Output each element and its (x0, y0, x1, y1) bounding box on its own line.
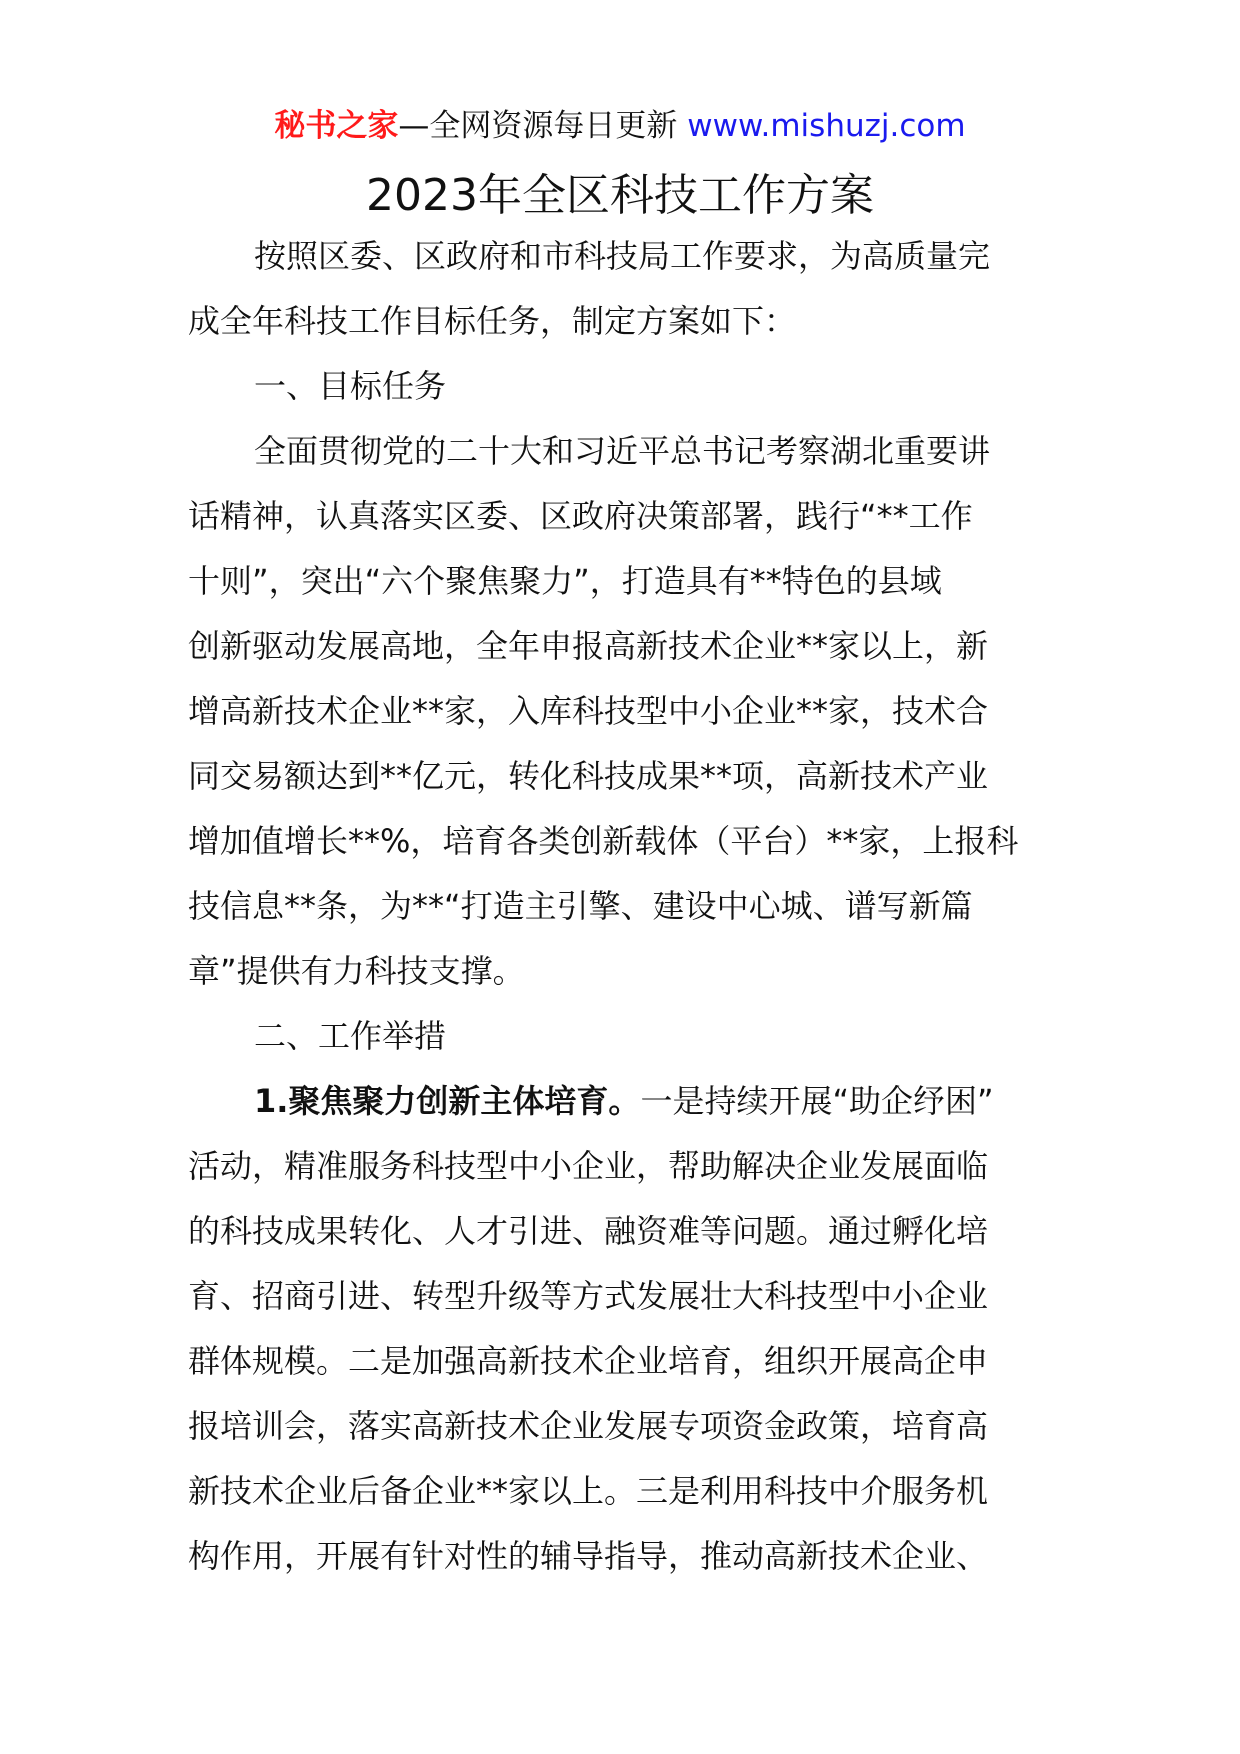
paragraph-line: 同交易额达到**亿元，转化科技成果**项，高新技术产业 (188, 757, 989, 795)
subsection-text: 一是持续开展“助企纾困” (640, 1082, 994, 1120)
paragraph-line: 增高新技术企业**家，入库科技型中小企业**家，技术合 (188, 692, 989, 730)
paragraph-line: 新技术企业后备企业**家以上。三是利用科技中介服务机 (188, 1472, 989, 1510)
paragraph-line: 群体规模。二是加强高新技术企业培育，组织开展高企申 (188, 1342, 989, 1380)
paragraph-line: 技信息**条，为**“打造主引擎、建设中心城、谱写新篇 (188, 887, 973, 925)
section-heading: 二、工作举措 (254, 1017, 447, 1055)
paragraph-line: 创新驱动发展高地，全年申报高新技术企业**家以上，新 (188, 627, 989, 665)
section-heading: 一、目标任务 (254, 367, 447, 405)
paragraph-line: 构作用，开展有针对性的辅导指导，推动高新技术企业、 (188, 1537, 989, 1575)
brand-name: 秘书之家 (274, 108, 399, 144)
paragraph-line: 话精神，认真落实区委、区政府决策部署，践行“**工作 (188, 497, 973, 535)
document-body (188, 224, 1068, 1589)
paragraph-line: 报培训会，落实高新技术企业发展专项资金政策，培育高 (188, 1407, 989, 1445)
paragraph-line: 十则”，突出“六个聚焦聚力”，打造具有**特色的县域 (188, 562, 942, 600)
subsection-heading: 1.聚焦聚力创新主体培育。 (254, 1082, 641, 1120)
document-title: 2023年全区科技工作方案 (366, 170, 874, 221)
paragraph-line: 按照区委、区政府和市科技局工作要求，为高质量完 (254, 237, 991, 275)
paragraph-line: 的科技成果转化、人才引进、融资难等问题。通过孵化培 (188, 1212, 989, 1250)
header-tagline: —全网资源每日更新 (398, 108, 688, 144)
paragraph-line: 成全年科技工作目标任务，制定方案如下： (188, 302, 797, 340)
paragraph-line: 育、招商引进、转型升级等方式发展壮大科技型中小企业 (188, 1277, 989, 1315)
site-header (0, 104, 1240, 148)
paragraph-line: 全面贯彻党的二十大和习近平总书记考察湖北重要讲 (254, 432, 991, 470)
subsection-first-line (188, 1069, 1068, 1134)
paragraph-line: 活动，精准服务科技型中小企业，帮助解决企业发展面临 (188, 1147, 989, 1185)
paragraph-line: 章”提供有力科技支撑。 (188, 952, 525, 990)
site-url-link[interactable]: www.mishuzj.com (687, 108, 966, 144)
paragraph-line: 增加值增长**%，培育各类创新载体（平台）**家，上报科 (188, 822, 1019, 860)
